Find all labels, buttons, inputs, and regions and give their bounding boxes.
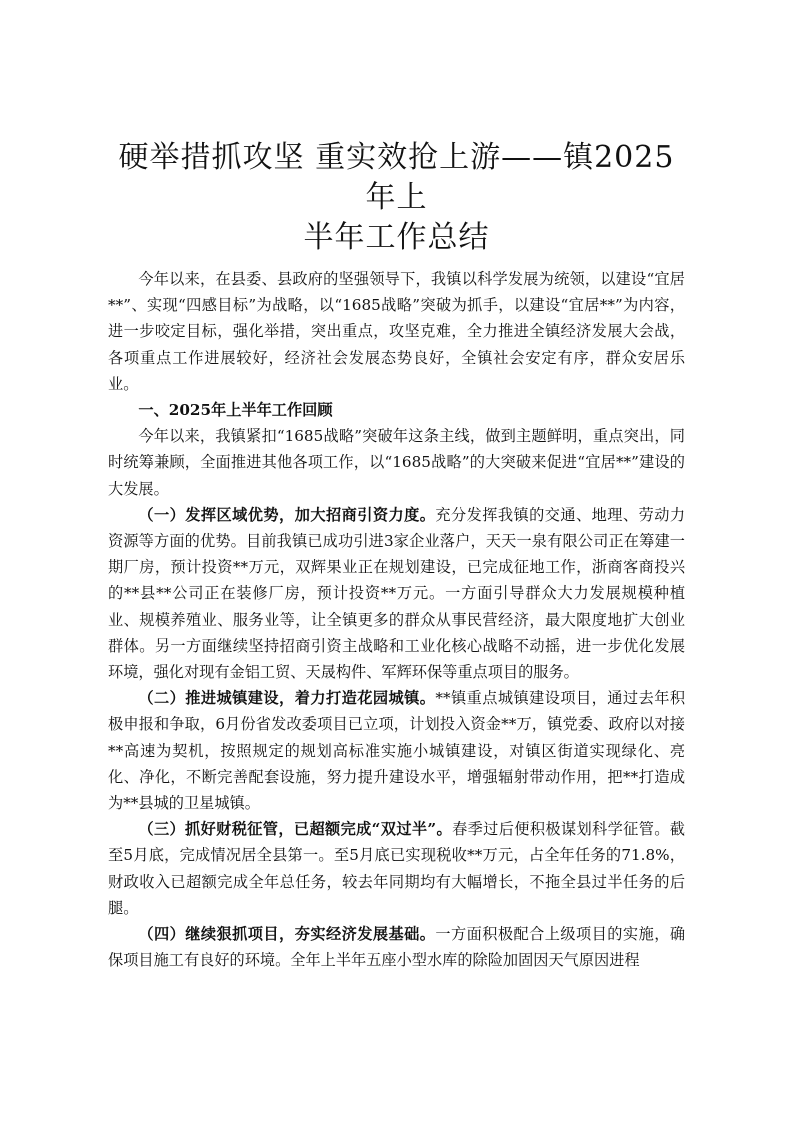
item-text-3: 春季过后便积极谋划科学征管。截至5月底，完成情况居全县第一。至5月底已实现税收**万元，占全年任务的71.8%，财政收入已超额完成全年总任务，较去年同期均有大幅增长，不拖全县过半任务的后腿。 [108, 820, 685, 917]
document-title [108, 138, 685, 258]
title-line-1: 硬举措抓攻坚 重实效抢上游——镇2025 年上 [118, 140, 675, 215]
item-text-1: 充分发挥我镇的交通、地理、劳动力资源等方面的优势。目前我镇已成功引进3家企业落户，天天一泉有限公司正在筹建一期厂房，预计投资**万元，双辉果业正在规划建设，已完成征地工作，浙商客商投兴的**县**公司正在装修厂房，预计投资**万元。一方面引导群众大力发展规模种植业、规模养殖业、服务业等，让全镇更多的群众从事民营经济，最大限度地扩大创业群体。另一方面继续坚持招商引资主战略和工业化核心战略不动摇，进一步优化发展环境，强化对现有金铝工贸、天晟构件、军辉环保等重点项目的服务。 [108, 505, 686, 682]
title-line-2: 半年工作总结 [303, 220, 490, 255]
item-paragraph-3 [108, 816, 685, 921]
section-heading: 一、2025年上半年工作回顾 [138, 401, 333, 420]
intro-paragraph: 今年以来，在县委、县政府的坚强领导下，我镇以科学发展为统领，以建设“宜居**”、实现“四感目标”为战略，以“1685战略”突破为抓手，以建设“宜居**”为内容，进一步咬定目标，强化举措，突出重点，攻坚克难，全力推进全镇经济发展大会战，各项重点工作进展较好，经济社会发展态势良好，全镇社会安定有序，群众安居乐业。 [108, 270, 685, 393]
document-body [108, 266, 685, 973]
item-text-4: 一方面积极配合上级项目的实施，确保项目施工有良好的环境。全年上半年五座小型水库的除险加固因天气原因进程 [108, 925, 686, 970]
item-heading-2: （二）推进城镇建设，着力打造花园城镇。 [138, 689, 436, 708]
item-paragraph-1 [108, 502, 685, 685]
item-heading-4: （四）继续狠抓项目，夯实经济发展基础。 [138, 925, 436, 944]
item-heading-1: （一）发挥区域优势，加大招商引资力度。 [138, 505, 436, 524]
section-overview-paragraph: 今年以来，我镇紧扣“1685战略”突破年这条主线，做到主题鲜明，重点突出，同时统筹兼顾，全面推进其他各项工作，以“1685战略”的大突破来促进“宜居**”建设的大发展。 [108, 427, 685, 498]
item-paragraph-2 [108, 685, 685, 816]
item-paragraph-4 [108, 921, 685, 973]
item-text-2: **镇重点城镇建设项目，通过去年积极申报和争取，6月份省发改委项目已立项，计划投入资金**万，镇党委、政府以对接**高速为契机，按照规定的规划高标准实施小城镇建设，对镇区街道实现绿化、亮化、净化，不断完善配套设施，努力提升建设水平，增强辐射带动作用，把**打造成为**县城的卫星城镇。 [108, 689, 686, 813]
item-heading-3: （三）抓好财税征管，已超额完成“双过半”。 [138, 820, 453, 839]
